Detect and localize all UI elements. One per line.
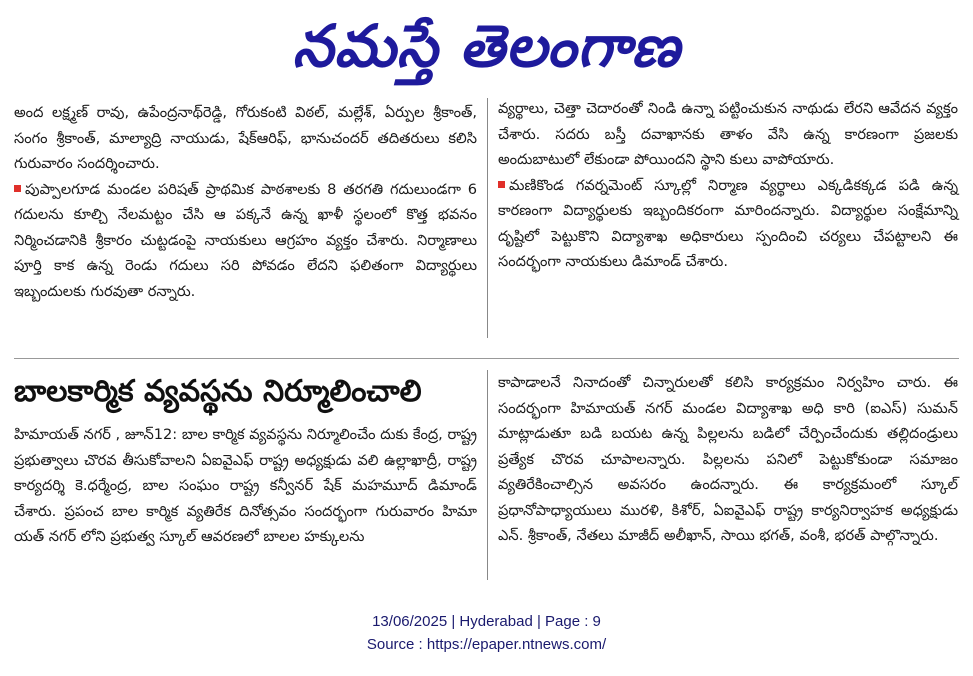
top-right-column — [498, 96, 958, 275]
top-left-column — [14, 100, 477, 304]
bullet-icon — [498, 181, 505, 188]
top-left-paragraph-1: అంద లక్ష్మణ్ రావు, ఉపేంద్రనాథ్‌రెడ్డి, గోరుకంటి విఠల్, మల్లేశ్, ఏర్పుల శ్రీకాంత్, సంగం శ్రీకాంత్, మాల్యాద్రి నాయుడు, షేక్‌ఆరిఫ్, భానుచందర్ తదితరులు కలిసి గురువారం సందర్శించారు. — [14, 104, 477, 172]
top-left-paragraph-2 — [14, 177, 477, 305]
article-left-text: హిమాయత్ నగర్ , జూన్12: బాల కార్మిక వ్యవస్థను నిర్మూలించేం దుకు కేంద్ర, రాష్ట్ర ప్రభుత్వాలు చొరవ తీసుకోవాలని ఏఐవైఎఫ్ రాష్ట్ర అధ్యక్షుడు వలి ఉల్లాఖాద్రీ, రాష్ట్ర కార్యదర్శి కె.ధర్మేంద్ర, బాల సంఘం రాష్ట్ర కన్వీనర్ షేక్ మహమూద్ డిమాండ్ చేశారు. ప్రపంచ బాల కార్మిక వ్యతిరేక దినోత్సవం సందర్భంగా గురువారం హిమా యత్ నగర్ లోని ప్రభుత్వ స్కూల్ ఆవరణలో బాలల హక్కులను — [14, 426, 477, 545]
footer-source: Source : https://epaper.ntnews.com/ — [366, 636, 607, 653]
top-right-paragraph-2 — [498, 173, 958, 275]
top-right-paragraph-1: వ్యర్థాలు, చెత్తా చెదారంతో నిండి ఉన్నా పట్టించుకున నాథుడు లేరని ఆవేదన వ్యక్తం చేశారు. సదరు బస్తీ దవాఖానకు తాళం వేసి ఉన్న కారణంగా ప్రజలకు అందుబాటులో లేకుండా పోయిందని స్థాని కులు వాపోయారు. — [498, 100, 958, 168]
column-divider-top — [487, 98, 488, 338]
article-headline: బాలకార్మిక వ్యవస్థను నిర్మూలించాలి — [14, 374, 422, 409]
article-right-text: కాపాడాలనే నినాదంతో చిన్నారులతో కలిసి కార్యక్రమం నిర్వహిం చారు. ఈ సందర్భంగా హిమాయత్ నగర్ మండల విద్యాశాఖ అధి కారి (ఐఎస్) సుమన్ మాట్లాడుతూ బడి బయట ఉన్న పిల్లలను బడిలో చేర్పించేందుకు తల్లిదండ్రులు ప్రత్యేక చొరవ చూపాలన్నారు. పిల్లలను పనిలో పెట్టుకోకుండా సమాజం వ్యతిరేకించాల్సిన అవసరం ఉందన్నారు. ఈ కార్యక్రమంలో స్కూల్ ప్రధానోపాధ్యాయులు మురళి, కిశోర్, ఏఐవైఎఫ్ రాష్ట్ర కార్యనిర్వాహక అధ్యక్షుడు ఎన్. శ్రీకాంత్, నేతలు మాజీద్ అలీఖాన్, సాయి భగత్, వంశీ, భరత్ పాల్గొన్నారు. — [498, 374, 958, 544]
top-left-paragraph-2-text: పుప్పాలగూడ మండల పరిషత్ ప్రాథమిక పాఠశాలకు 8 తరగతి గదులుండగా 6 గదులను కూల్చి నేలమట్టం చేసి ఆ పక్కనే ఉన్న ఖాళీ స్థలంలో కొత్త భవనం నిర్మించడానికి శ్రీకారం చుట్టడంపై నాయకులు ఆగ్రహం వ్యక్తం చేశారు. నిర్మాణాలు పూర్తి కాక ఉన్న రెండు గదులు సరి పోవడం లేదని ఫలితంగా విద్యార్థులు ఇబ్బందులకు గురవుతా రన్నారు. — [14, 180, 477, 300]
bullet-icon — [14, 185, 21, 192]
article-right-column — [498, 370, 958, 549]
footer-date-edition: 13/06/2025 | Hyderabad | Page : 9 — [372, 613, 601, 630]
masthead — [0, 0, 973, 92]
top-right-paragraph-2-text: మణికొండ గవర్నమెంట్ స్కూల్లో నిర్మాణ వ్యర్థాలు ఎక్కడికక్కడ పడి ఉన్న కారణంగా విద్యార్థులకు ఇబ్బందికరంగా మారిందన్నారు. విద్యార్థుల సంక్షేమాన్ని దృష్టిలో పెట్టుకొని విద్యాశాఖ అధికారులు స్పందించి చర్యలు చేపట్టాలని ఈ సందర్భంగా నాయకులు డిమాండ్ చేశారు. — [498, 176, 958, 270]
column-divider-bottom — [487, 370, 488, 580]
article-left-column — [14, 422, 477, 550]
section-divider — [14, 358, 959, 359]
masthead-title: నమస్తే తెలంగాణ — [292, 12, 681, 80]
